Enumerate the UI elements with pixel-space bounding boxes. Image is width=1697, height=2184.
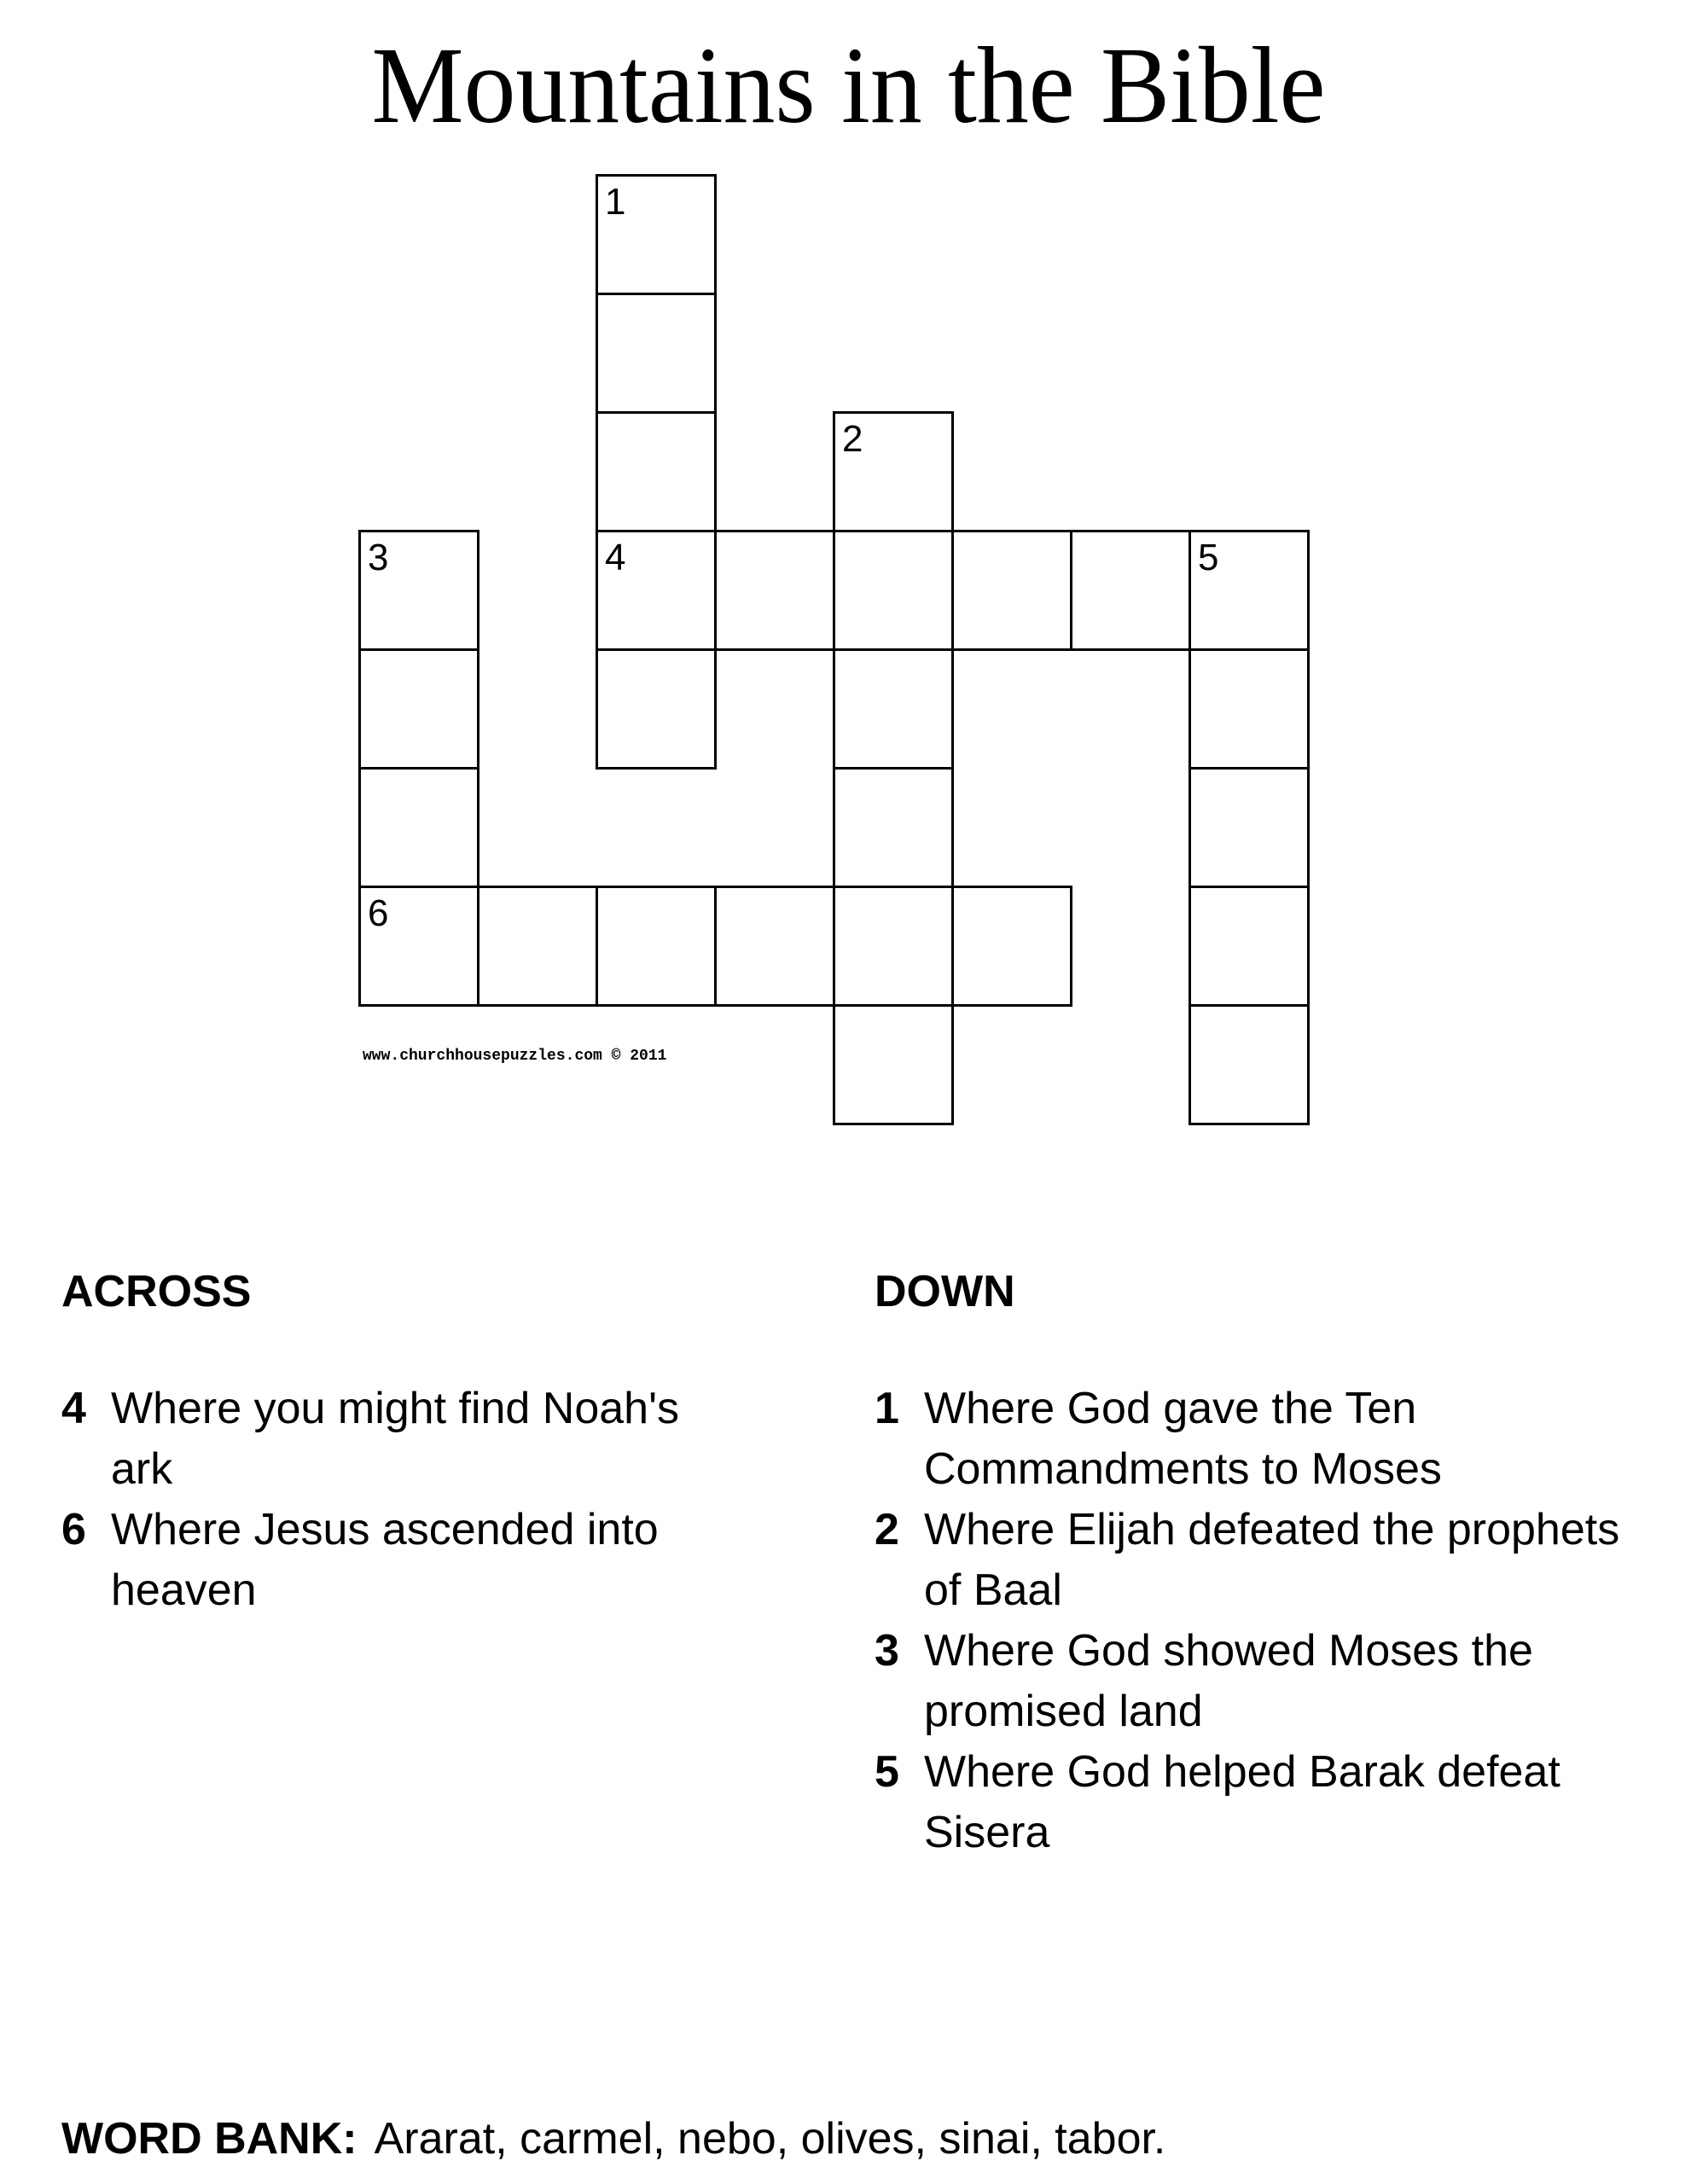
grid-cell[interactable] bbox=[951, 886, 1072, 1007]
grid-cell[interactable] bbox=[596, 886, 717, 1007]
grid-cell[interactable] bbox=[596, 411, 717, 532]
down-heading: DOWN bbox=[875, 1267, 1015, 1316]
clue-number: 1 bbox=[875, 1384, 899, 1433]
grid-cell[interactable] bbox=[833, 767, 954, 888]
across-clue bbox=[61, 1500, 727, 1621]
down-clue-list bbox=[875, 1379, 1642, 1863]
grid-cell[interactable] bbox=[1188, 1004, 1310, 1125]
across-heading: ACROSS bbox=[61, 1267, 252, 1316]
down-clue bbox=[875, 1742, 1642, 1863]
down-clue bbox=[875, 1500, 1642, 1621]
grid-cell[interactable] bbox=[596, 293, 717, 414]
page-title: Mountains in the Bible bbox=[371, 25, 1326, 146]
grid-cell[interactable] bbox=[358, 767, 479, 888]
cell-number: 1 bbox=[605, 181, 626, 223]
grid-cell[interactable] bbox=[596, 648, 717, 770]
down-clue bbox=[875, 1621, 1642, 1742]
cell-number: 4 bbox=[605, 537, 626, 578]
word-bank-words: Ararat, carmel, nebo, olives, sinai, tabor. bbox=[374, 2114, 1166, 2164]
grid-cell[interactable] bbox=[1188, 648, 1310, 770]
grid-cell[interactable] bbox=[358, 530, 479, 651]
cell-number: 2 bbox=[842, 418, 863, 460]
grid-cell[interactable] bbox=[833, 648, 954, 770]
grid-cell[interactable] bbox=[358, 886, 479, 1007]
clue-number: 3 bbox=[875, 1626, 899, 1676]
grid-cell[interactable] bbox=[358, 648, 479, 770]
grid-cell[interactable] bbox=[833, 1004, 954, 1125]
clue-number: 6 bbox=[61, 1505, 86, 1554]
clue-number: 5 bbox=[875, 1747, 899, 1797]
across-clue-list bbox=[61, 1379, 727, 1621]
copyright-notice: www.churchhousepuzzles.com © 2011 bbox=[363, 1048, 667, 1065]
down-clue bbox=[875, 1379, 1642, 1500]
cell-number: 6 bbox=[368, 892, 389, 934]
grid-cell[interactable] bbox=[714, 886, 835, 1007]
grid-cell[interactable] bbox=[833, 530, 954, 651]
clue-number: 4 bbox=[61, 1384, 86, 1433]
grid-cell[interactable] bbox=[833, 886, 954, 1007]
grid-cell[interactable] bbox=[714, 530, 835, 651]
cell-number: 3 bbox=[368, 537, 389, 578]
cell-number: 5 bbox=[1198, 537, 1219, 578]
across-clue bbox=[61, 1379, 727, 1500]
clue-text: Where God showed Moses the promised land bbox=[924, 1626, 1533, 1736]
grid-cell[interactable] bbox=[596, 174, 717, 295]
word-bank-label: WORD BANK: bbox=[61, 2114, 357, 2164]
clue-number: 2 bbox=[875, 1505, 899, 1554]
grid-cell[interactable] bbox=[477, 886, 598, 1007]
grid-cell[interactable] bbox=[833, 411, 954, 532]
grid-cell[interactable] bbox=[1070, 530, 1191, 651]
grid-cell[interactable] bbox=[1188, 530, 1310, 651]
grid-cell[interactable] bbox=[951, 530, 1072, 651]
grid-cell[interactable] bbox=[1188, 767, 1310, 888]
clue-text: Where God gave the Ten Commandments to Moses bbox=[924, 1384, 1442, 1494]
grid-cell[interactable] bbox=[596, 530, 717, 651]
clue-text: Where you might find Noah's ark bbox=[111, 1384, 680, 1494]
clue-text: Where Jesus ascended into heaven bbox=[111, 1505, 659, 1615]
clue-text: Where God helped Barak defeat Sisera bbox=[924, 1747, 1560, 1857]
word-bank bbox=[61, 2109, 1165, 2169]
grid-cell[interactable] bbox=[1188, 886, 1310, 1007]
clue-text: Where Elijah defeated the prophets of Baal bbox=[924, 1505, 1620, 1615]
